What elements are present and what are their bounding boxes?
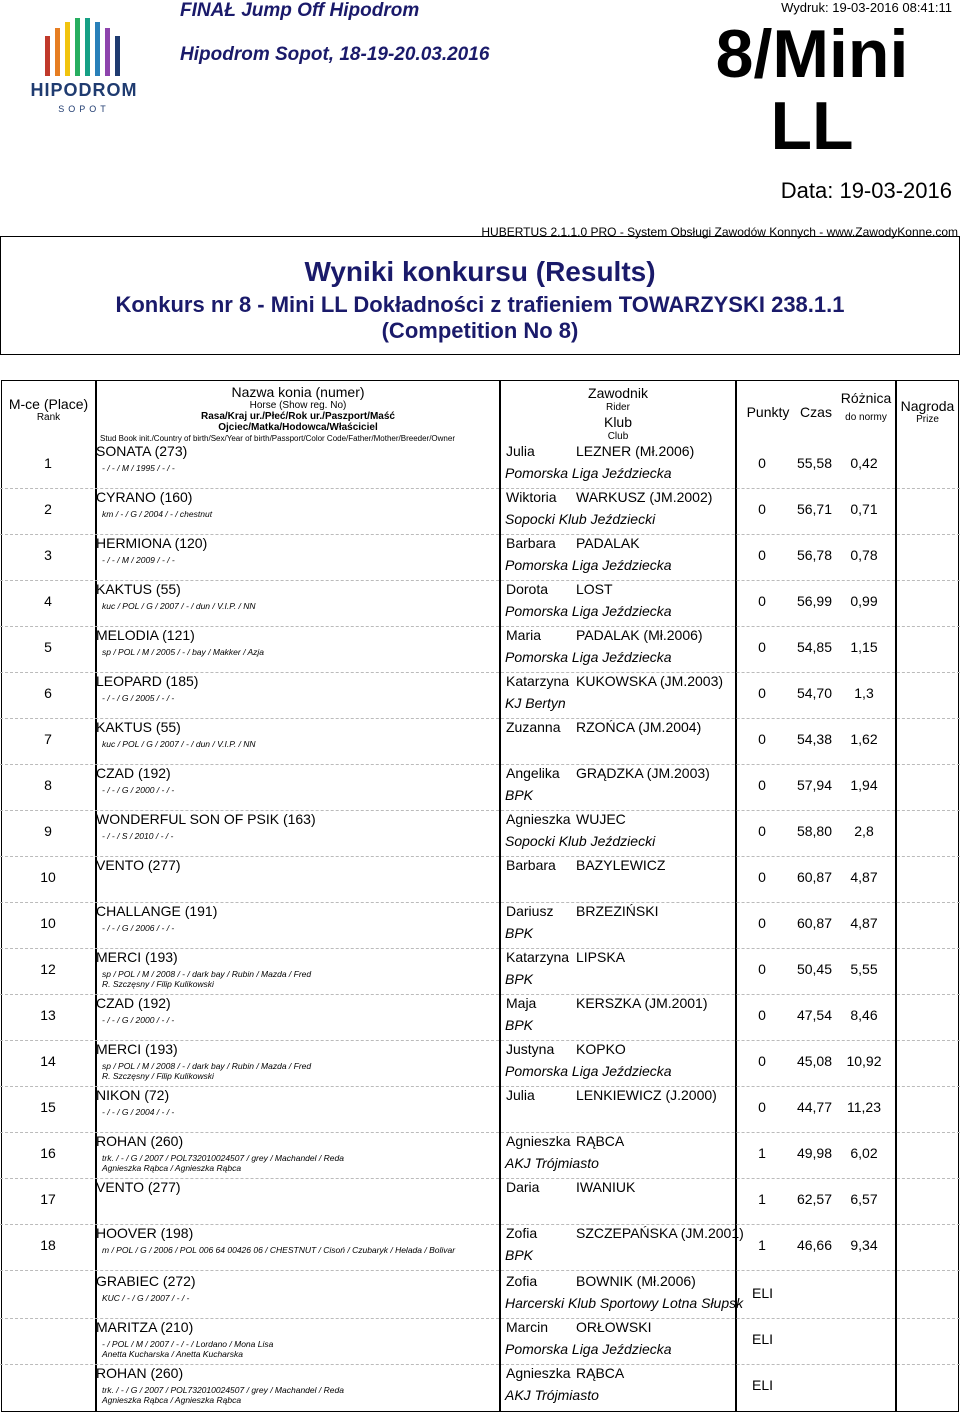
row-diff: 10,92: [846, 1053, 882, 1069]
row-time: 54,85: [796, 639, 832, 655]
horse-details: kuc / POL / G / 2007 / - / dun / V.I.P. / NN: [102, 739, 256, 749]
horse-details: trk. / - / G / 2007 / POL732010024507 / grey / Machandel / Reda: [102, 1153, 344, 1163]
rider-last-name: GRĄDZKA (JM.2003): [576, 765, 710, 781]
horse-header-label: Nazwa konia (numer): [231, 384, 365, 400]
horse-details: - / - / G / 2005 / - / -: [102, 693, 175, 703]
rider-last-name: LENKIEWICZ (J.2000): [576, 1087, 717, 1103]
row-rank: 12: [40, 961, 56, 977]
prize-header: [896, 398, 959, 425]
horse-details: - / - / S / 2010 / - / -: [102, 831, 174, 841]
horse-name: KAKTUS (55): [96, 581, 181, 597]
rider-club: BPK: [505, 971, 534, 987]
row-rank: 10: [40, 915, 56, 931]
rider-last-name: IWANIUK: [576, 1179, 636, 1195]
rider-first-name: Angelika: [506, 765, 560, 781]
row-diff: 1,3: [854, 685, 874, 701]
row-rank: 7: [44, 731, 52, 747]
horse-details: sp / POL / M / 2005 / - / bay / Makker / Azja: [102, 647, 265, 657]
table-row: [0, 1179, 960, 1223]
rider-club: Pomorska Liga Jeździecka: [505, 1063, 672, 1079]
horse-details: - / POL / M / 2007 / - / - / Lordano / Mona Lisa: [102, 1339, 274, 1349]
rider-header-en: Rider: [606, 402, 630, 413]
software-credit: HUBERTUS 2.1.1.0 PRO - System Obsługi Zawodów Konnych - www.ZawodyKonne.com: [481, 225, 958, 239]
horse-details: Agnieszka Rąbca / Agnieszka Rąbca: [102, 1163, 242, 1173]
row-rank: 18: [40, 1237, 56, 1253]
row-rank: 3: [44, 547, 52, 563]
row-points: 1: [758, 1237, 766, 1253]
eliminated-label: ELI: [752, 1377, 774, 1393]
horse-name: HOOVER (198): [96, 1225, 194, 1241]
row-diff: 4,87: [850, 915, 878, 931]
horse-header-line4: Stud Book init./Country of birth/Sex/Year of birth/Passport/Color Code/Father/Mother/Breeder/Owner: [100, 434, 455, 443]
horse-details: - / - / G / 2000 / - / -: [102, 1015, 175, 1025]
horse-name: HERMIONA (120): [96, 535, 208, 551]
row-points: 0: [758, 1007, 766, 1023]
rider-first-name: Zofia: [506, 1273, 538, 1289]
row-points: 0: [758, 961, 766, 977]
rider-last-name: RĄBCA: [576, 1365, 625, 1381]
rider-last-name: BAZYLEWICZ: [576, 857, 666, 873]
horse-details: trk. / - / G / 2007 / POL732010024507 / grey / Machandel / Reda: [102, 1385, 344, 1395]
rider-first-name: Katarzyna: [506, 673, 570, 689]
row-rank: 15: [40, 1099, 56, 1115]
row-rank: 5: [44, 639, 52, 655]
diff-header: [836, 388, 896, 428]
rider-club: BPK: [505, 787, 534, 803]
table-row: [0, 1225, 960, 1269]
row-rank: 16: [40, 1145, 56, 1161]
row-time: 55,58: [796, 455, 832, 471]
logo-bar: [115, 36, 120, 76]
row-diff: 9,34: [850, 1237, 878, 1253]
horse-header-line2: Rasa/Kraj ur./Płeć/Rok ur./Paszport/Maść: [201, 411, 395, 422]
logo-bar: [105, 28, 110, 76]
logo-bar: [85, 18, 90, 76]
rider-club: Pomorska Liga Jeździecka: [505, 603, 672, 619]
rider-first-name: Marcin: [506, 1319, 549, 1335]
rider-first-name: Agnieszka: [506, 811, 571, 827]
horse-name: NIKON (72): [96, 1087, 170, 1103]
horse-details: - / - / G / 2004 / - / -: [102, 1107, 175, 1117]
rider-club: Pomorska Liga Jeździecka: [505, 557, 672, 573]
row-diff: 4,87: [850, 869, 878, 885]
horse-name: VENTO (277): [96, 1179, 181, 1195]
row-diff: 8,46: [850, 1007, 878, 1023]
rider-first-name: Maja: [506, 995, 537, 1011]
row-points: 0: [758, 731, 766, 747]
rider-last-name: BOWNIK (Mł.2006): [576, 1273, 696, 1289]
print-date: Wydruk: 19-03-2016 08:41:11: [781, 0, 952, 15]
logo-name: HIPODROM: [30, 80, 138, 100]
row-diff: 0,42: [850, 455, 878, 471]
row-rank: 13: [40, 1007, 56, 1023]
rider-club: Pomorska Liga Jeździecka: [505, 465, 672, 481]
rider-last-name: LOST: [576, 581, 613, 597]
rider-last-name: PADALAK: [576, 535, 640, 551]
row-diff: 0,71: [850, 501, 878, 517]
horse-name: CZAD (192): [96, 765, 171, 781]
horse-name: CZAD (192): [96, 995, 171, 1011]
row-diff: 1,62: [850, 731, 878, 747]
eliminated-label: ELI: [752, 1331, 774, 1347]
horse-name: CHALLANGE (191): [96, 903, 218, 919]
club-header-en: Club: [607, 431, 629, 442]
row-time: 54,70: [796, 685, 832, 701]
table-row: [0, 1041, 960, 1085]
horse-name: LEOPARD (185): [96, 673, 199, 689]
rider-club: BPK: [505, 925, 534, 941]
rider-last-name: WARKUSZ (JM.2002): [576, 489, 713, 505]
rider-last-name: KERSZKA (JM.2001): [576, 995, 708, 1011]
rider-last-name: LEZNER (Mł.2006): [576, 443, 695, 459]
rider-first-name: Zuzanna: [506, 719, 561, 735]
row-points: 0: [758, 593, 766, 609]
rider-last-name: SZCZEPAŃSKA (JM.2001): [576, 1225, 744, 1241]
place-header: [1, 396, 96, 423]
rider-club: KJ Bertyn: [505, 695, 566, 711]
competition-code-line1: 8/Mini: [715, 16, 909, 92]
horse-details: km / - / G / 2004 / - / chestnut: [102, 509, 213, 519]
club-header-label: Klub: [603, 414, 633, 430]
row-time: 49,98: [796, 1145, 832, 1161]
rider-first-name: Agnieszka: [506, 1365, 571, 1381]
points-header: Punkty: [746, 404, 790, 420]
horse-details: - / - / G / 2006 / - / -: [102, 923, 175, 933]
row-time: 50,45: [796, 961, 832, 977]
logo-bar: [65, 22, 70, 76]
table-row: [0, 535, 960, 579]
table-row: [0, 627, 960, 671]
table-row: [0, 1365, 960, 1409]
logo-bar: [95, 22, 100, 76]
row-points: 1: [758, 1145, 766, 1161]
rider-club: Pomorska Liga Jeździecka: [505, 1341, 672, 1357]
horse-name: CYRANO (160): [96, 489, 193, 505]
rider-club: Sopocki Klub Jeździecki: [505, 511, 656, 527]
table-row: [0, 581, 960, 625]
rider-first-name: Zofia: [506, 1225, 538, 1241]
rider-last-name: RZOŃCA (JM.2004): [576, 719, 702, 735]
diff-header-label: Różnica: [840, 390, 892, 406]
rider-header: [500, 385, 736, 443]
rider-club: BPK: [505, 1247, 534, 1263]
logo-bar: [75, 18, 80, 76]
row-time: 46,66: [796, 1237, 832, 1253]
horse-name: MELODIA (121): [96, 627, 195, 643]
horse-details: Agnieszka Rąbca / Agnieszka Rąbca: [102, 1395, 242, 1405]
row-diff: 6,57: [850, 1191, 878, 1207]
rider-club: Pomorska Liga Jeździecka: [505, 649, 672, 665]
rider-club: AKJ Trójmiasto: [505, 1155, 599, 1171]
row-diff: 5,55: [850, 961, 878, 977]
rider-first-name: Katarzyna: [506, 949, 570, 965]
rider-club: AKJ Trójmiasto: [505, 1387, 599, 1403]
rider-first-name: Julia: [506, 1087, 535, 1103]
row-time: 60,87: [796, 915, 832, 931]
row-diff: 1,94: [850, 777, 878, 793]
rider-first-name: Justyna: [506, 1041, 555, 1057]
row-points: 0: [758, 639, 766, 655]
rider-first-name: Wiktoria: [506, 489, 557, 505]
competition-date: Data: 19-03-2016: [780, 178, 952, 203]
results-title: Wyniki konkursu (Results): [304, 256, 656, 287]
row-rank: 6: [44, 685, 52, 701]
horse-name: ROHAN (260): [96, 1365, 184, 1381]
row-time: 58,80: [796, 823, 832, 839]
rider-last-name: KUKOWSKA (JM.2003): [576, 673, 724, 689]
table-row: [0, 1087, 960, 1131]
horse-details: Anetta Kucharska / Anetta Kucharska: [102, 1349, 243, 1359]
rider-first-name: Agnieszka: [506, 1133, 571, 1149]
rider-first-name: Barbara: [506, 535, 556, 551]
table-row: [0, 719, 960, 763]
row-rank: 4: [44, 593, 52, 609]
row-diff: 0,99: [850, 593, 878, 609]
horse-details: sp / POL / M / 2008 / - / dark bay / Rubin / Mazda / Fred: [102, 969, 312, 979]
row-time: 45,08: [796, 1053, 832, 1069]
row-rank: 10: [40, 869, 56, 885]
horse-header-en: Horse (Show reg. No): [249, 400, 347, 411]
row-points: 0: [758, 685, 766, 701]
rider-club: BPK: [505, 1017, 534, 1033]
rider-last-name: KOPKO: [576, 1041, 626, 1057]
horse-header: [96, 385, 500, 444]
rider-last-name: BRZEZIŃSKI: [576, 903, 659, 919]
event-venue: Hipodrom Sopot, 18-19-20.03.2016: [180, 44, 490, 65]
logo-sub: SOPOT: [58, 104, 110, 114]
horse-name: KAKTUS (55): [96, 719, 181, 735]
row-rank: 17: [40, 1191, 56, 1207]
rider-first-name: Daria: [506, 1179, 540, 1195]
table-row: [0, 443, 960, 487]
row-rank: 14: [40, 1053, 56, 1069]
row-rank: 9: [44, 823, 52, 839]
row-time: 56,71: [796, 501, 832, 517]
horse-name: WONDERFUL SON OF PSIK (163): [96, 811, 316, 827]
time-header: Czas: [800, 404, 832, 420]
horse-details: KUC / - / G / 2007 / - / -: [102, 1293, 190, 1303]
row-points: 0: [758, 455, 766, 471]
row-rank: 1: [44, 455, 52, 471]
place-header-en: Rank: [36, 412, 61, 423]
prize-header-en: Prize: [916, 414, 939, 425]
rider-last-name: RĄBCA: [576, 1133, 625, 1149]
prize-header-label: Nagroda: [900, 398, 955, 414]
rider-last-name: ORŁOWSKI: [576, 1319, 652, 1335]
diff-header-sub: do normy: [845, 412, 887, 423]
horse-name: ROHAN (260): [96, 1133, 184, 1149]
logo-bars-icon: [41, 18, 127, 80]
row-points: 0: [758, 1053, 766, 1069]
row-time: 47,54: [796, 1007, 832, 1023]
competition-code: [672, 18, 952, 162]
rider-last-name: PADALAK (Mł.2006): [576, 627, 703, 643]
rider-first-name: Maria: [506, 627, 542, 643]
horse-details: kuc / POL / G / 2007 / - / dun / V.I.P. / NN: [102, 601, 256, 611]
competition-code-line2: LL: [770, 88, 854, 164]
table-row: [0, 811, 960, 855]
rider-first-name: Barbara: [506, 857, 556, 873]
row-diff: 2,8: [854, 823, 874, 839]
row-points: 0: [758, 547, 766, 563]
table-row: [0, 1133, 960, 1177]
table-row: [0, 1273, 960, 1317]
horse-details: R. Szczęsny / Filip Kulikowski: [102, 979, 214, 989]
rider-club: Harcerski Klub Sportowy Lotna Słupsk: [505, 1295, 744, 1311]
row-time: 62,57: [796, 1191, 832, 1207]
logo-bar: [55, 28, 60, 76]
event-title: FINAŁ Jump Off Hipodrom: [180, 0, 420, 21]
rider-club: Sopocki Klub Jeździecki: [505, 833, 656, 849]
row-points: 0: [758, 1099, 766, 1115]
horse-name: MERCI (193): [96, 949, 178, 965]
row-diff: 0,78: [850, 547, 878, 563]
table-row: [0, 765, 960, 809]
table-row: [0, 489, 960, 533]
rider-first-name: Dariusz: [506, 903, 554, 919]
row-points: 0: [758, 915, 766, 931]
rider-header-label: Zawodnik: [588, 385, 648, 401]
horse-header-line3: Ojciec/Matka/Hodowca/Właściciel: [218, 422, 378, 433]
horse-details: - / - / M / 2009 / - / -: [102, 555, 175, 565]
row-points: 0: [758, 501, 766, 517]
row-rank: 2: [44, 501, 52, 517]
logo-bar: [45, 36, 50, 76]
rider-last-name: WUJEC: [576, 811, 626, 827]
row-diff: 1,15: [850, 639, 878, 655]
competition-number: (Competition No 8): [381, 318, 579, 343]
horse-name: VENTO (277): [96, 857, 181, 873]
eliminated-label: ELI: [752, 1285, 774, 1301]
rider-first-name: Julia: [506, 443, 535, 459]
row-diff: 11,23: [847, 1099, 881, 1115]
rider-last-name: LIPSKA: [576, 949, 626, 965]
row-rank: 8: [44, 777, 52, 793]
horse-details: - / - / G / 2000 / - / -: [102, 785, 175, 795]
horse-details: m / POL / G / 2006 / POL 006 64 00426 06 / CHESTNUT / Cisoń / Czubaryk / Helada / Bolivar: [102, 1245, 456, 1255]
table-row: [0, 903, 960, 947]
row-separator: [0, 1270, 960, 1271]
horse-details: - / - / M / 1995 / - / -: [102, 463, 175, 473]
table-row: [0, 949, 960, 993]
horse-name: MERCI (193): [96, 1041, 178, 1057]
row-points: 0: [758, 869, 766, 885]
table-row: [0, 1319, 960, 1363]
hipodrom-logo: [14, 18, 154, 118]
row-diff: 6,02: [850, 1145, 878, 1161]
table-row: [0, 673, 960, 717]
horse-name: MARITZA (210): [96, 1319, 194, 1335]
row-time: 54,38: [796, 731, 832, 747]
row-points: 1: [758, 1191, 766, 1207]
row-time: 60,87: [796, 869, 832, 885]
row-time: 56,78: [796, 547, 832, 563]
horse-name: GRABIEC (272): [96, 1273, 196, 1289]
horse-name: SONATA (273): [96, 443, 188, 459]
row-points: 0: [758, 823, 766, 839]
horse-details: R. Szczęsny / Filip Kulikowski: [102, 1071, 214, 1081]
rider-first-name: Dorota: [506, 581, 549, 597]
competition-title: Konkurs nr 8 - Mini LL Dokładności z trafieniem TOWARZYSKI 238.1.1: [115, 292, 845, 317]
row-time: 57,94: [796, 777, 832, 793]
table-row: [0, 857, 960, 901]
table-row: [0, 995, 960, 1039]
row-time: 44,77: [796, 1099, 832, 1115]
row-points: 0: [758, 777, 766, 793]
row-time: 56,99: [796, 593, 832, 609]
horse-details: sp / POL / M / 2008 / - / dark bay / Rubin / Mazda / Fred: [102, 1061, 312, 1071]
place-header-label: M-ce (Place): [8, 396, 89, 412]
